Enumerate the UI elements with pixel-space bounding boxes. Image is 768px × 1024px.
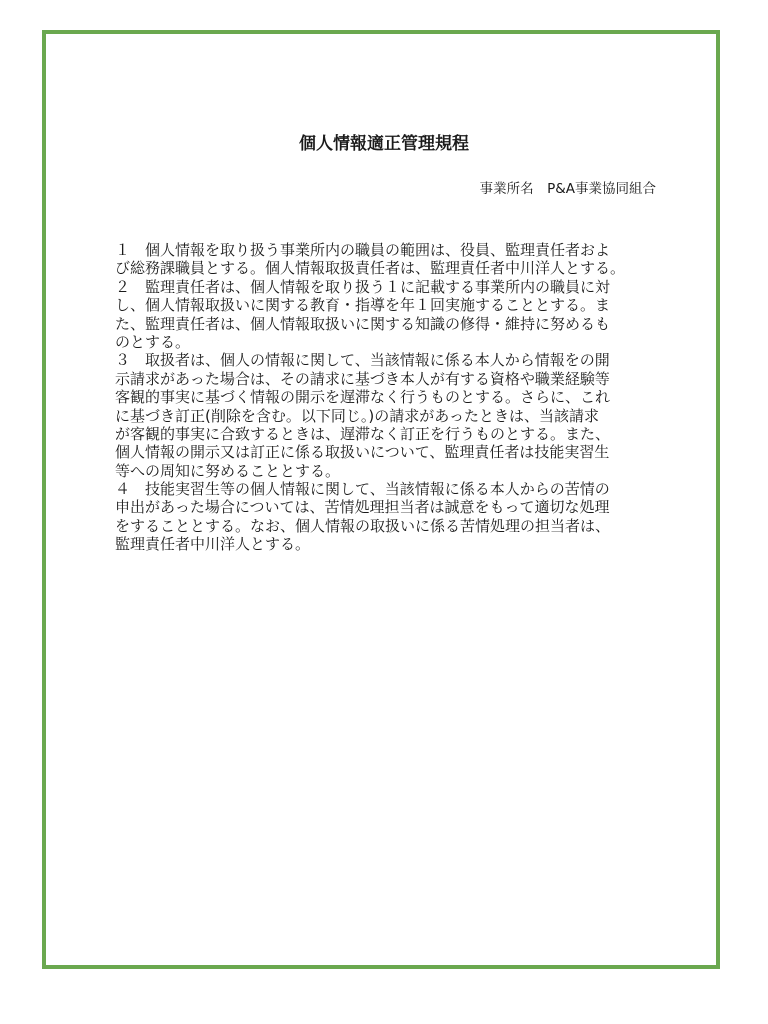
body-line: た、監理責任者は、個人情報取扱いに関する知識の修得・維持に努めるも: [115, 314, 611, 333]
body-line: ３ 取扱者は、個人の情報に関して、当該情報に係る本人から情報をの開: [115, 351, 610, 370]
regulation-body: [115, 241, 675, 554]
body-line: 客観的事実に基づく情報の開示を遅滞なく行うものとする。さらに、これ: [115, 388, 611, 407]
body-line: 個人情報の開示又は訂正に係る取扱いについて、監理責任者は技能実習生: [115, 443, 610, 462]
body-line: ４ 技能実習生等の個人情報に関して、当該情報に係る本人からの苦情の: [115, 480, 610, 499]
body-line: 等への周知に努めることとする。: [115, 461, 341, 480]
body-line: が客観的事実に合致するときは、遅滞なく訂正を行うものとする。また、: [115, 424, 611, 443]
organization-name: 事業所名 P&A事業協同組合: [479, 181, 656, 197]
body-line: 申出があった場合については、苦情処理担当者は誠意をもって適切な処理: [115, 498, 610, 517]
document-title: 個人情報適正管理規程: [299, 134, 469, 154]
body-line: 監理責任者中川洋人とする。: [115, 535, 311, 554]
body-line: ２ 監理責任者は、個人情報を取り扱う１に記載する事業所内の職員に対: [115, 277, 611, 296]
body-line: のとする。: [115, 332, 191, 351]
body-line: に基づき訂正(削除を含む。以下同じ。)の請求があったときは、当該請求: [115, 406, 600, 425]
body-line: び総務課職員とする。個人情報取扱責任者は、監理責任者中川洋人とする。: [115, 259, 626, 278]
body-line: し、個人情報取扱いに関する教育・指導を年１回実施することとする。ま: [115, 296, 611, 315]
body-line: をすることとする。なお、個人情報の取扱いに係る苦情処理の担当者は、: [115, 516, 611, 535]
body-line: 示請求があった場合は、その請求に基づき本人が有する資格や職業経験等: [115, 369, 610, 388]
body-line: １ 個人情報を取り扱う事業所内の職員の範囲は、役員、監理責任者およ: [115, 241, 611, 259]
